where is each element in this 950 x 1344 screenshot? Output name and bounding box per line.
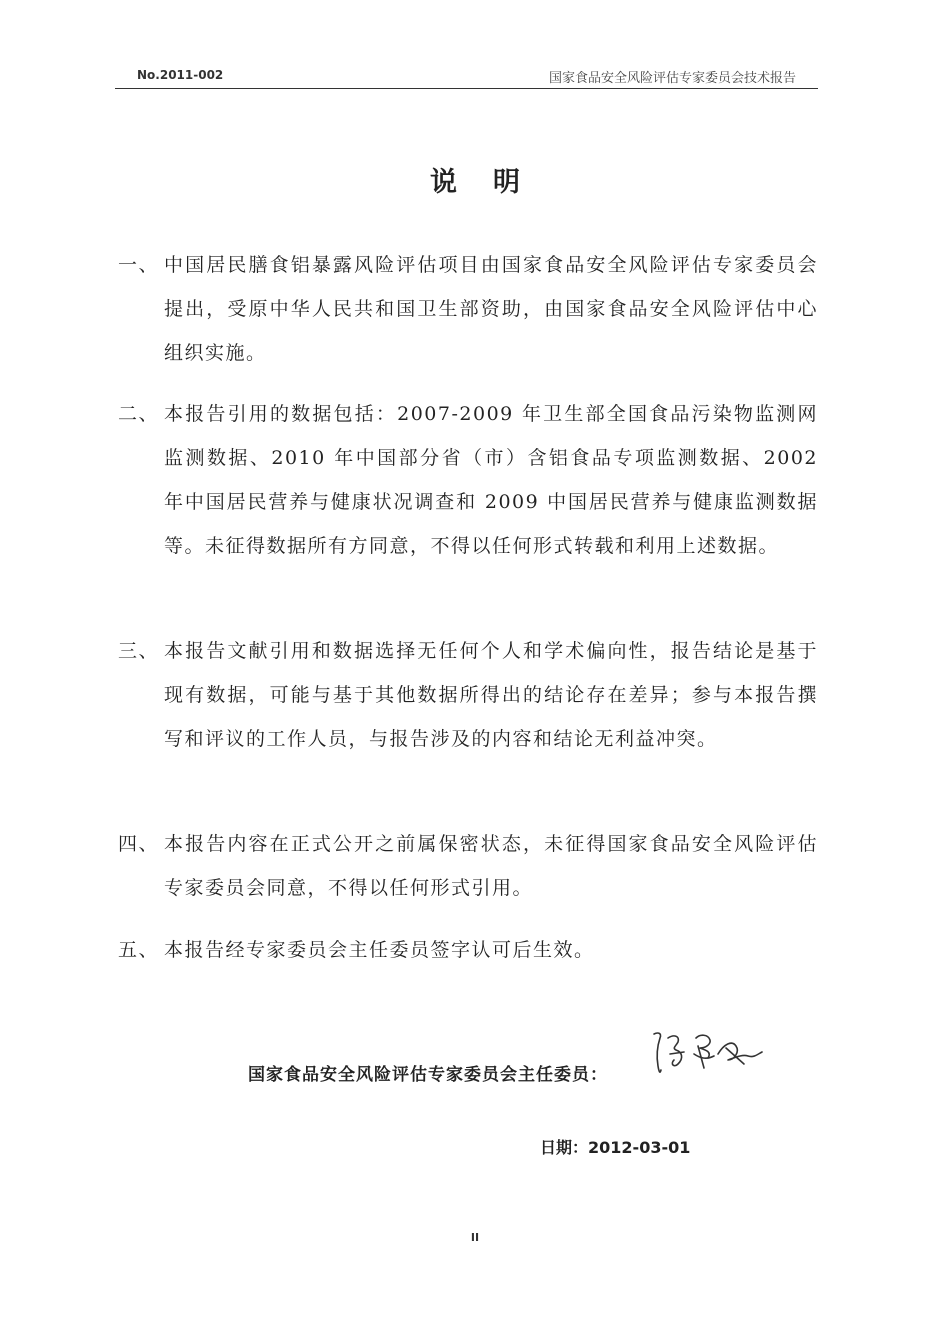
note-item-4 — [118, 822, 818, 910]
page-title: 说明 — [430, 167, 556, 198]
note-item-text: 本报告经专家委员会主任委员签字认可后生效。 — [164, 939, 595, 961]
handwritten-signature-icon — [648, 1024, 768, 1084]
page-header — [115, 66, 818, 89]
note-item-3 — [118, 629, 818, 761]
note-item-text: 中国居民膳食铝暴露风险评估项目由国家食品安全风险评估专家委员会提出，受原中华人民共和国卫生部资助，由国家食品安全风险评估中心组织实施。 — [164, 254, 818, 364]
page-number: II — [470, 1231, 480, 1244]
note-item-number: 二、 — [118, 403, 160, 425]
note-item-number: 四、 — [118, 833, 160, 855]
note-item-number: 五、 — [118, 939, 160, 961]
signature-date — [540, 1135, 690, 1158]
document-number: No.2011-002 — [137, 68, 224, 82]
note-item-2 — [118, 392, 818, 568]
signer-title: 国家食品安全风险评估专家委员会主任委员： — [248, 1065, 608, 1085]
date-label: 日期： — [540, 1138, 589, 1157]
note-item-number: 三、 — [118, 640, 160, 662]
note-item-5 — [118, 928, 818, 972]
date-value: 2012-03-01 — [588, 1138, 691, 1157]
note-item-text: 本报告内容在正式公开之前属保密状态，未征得国家食品安全风险评估专家委员会同意，不得以任何形式引用。 — [164, 833, 818, 899]
note-item-number: 一、 — [118, 254, 160, 276]
note-item-1 — [118, 243, 818, 375]
note-item-text: 本报告文献引用和数据选择无任何个人和学术偏向性，报告结论是基于现有数据，可能与基于其他数据所得出的结论存在差异；参与本报告撰写和评议的工作人员，与报告涉及的内容和结论无利益冲突。 — [164, 640, 818, 750]
note-item-text: 本报告引用的数据包括：2007-2009 年卫生部全国食品污染物监测网监测数据、2010 年中国部分省（市）含铝食品专项监测数据、2002 年中国居民营养与健康状况调查和 2009 中国居民营养与健康监测数据等。未征得数据所有方同意，不得以任何形式转载和利用上述数据。 — [164, 403, 818, 557]
report-series-title: 国家食品安全风险评估专家委员会技术报告 — [548, 71, 796, 86]
